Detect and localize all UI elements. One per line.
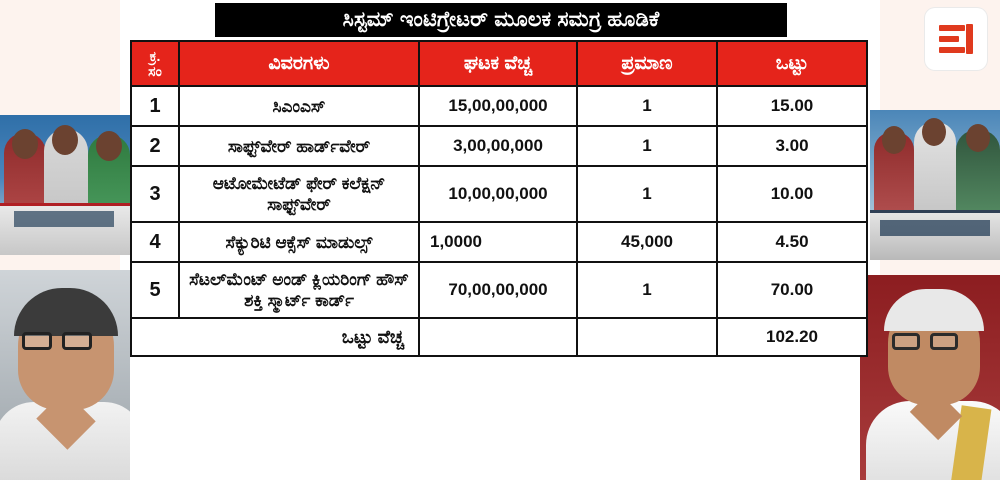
cell-quantity: 1 [577, 166, 717, 222]
investment-breakdown-table [130, 40, 866, 357]
cell-total: 10.00 [717, 166, 867, 222]
photo-chief-minister-right [860, 275, 1000, 480]
total-unit-cost [419, 318, 577, 356]
photo-women-boarding-bus-left [0, 115, 130, 255]
cell-description: ಆಟೋಮೇಟೆಡ್ ಫೇರ್ ಕಲೆಕ್ಷನ್ ಸಾಫ್ಟ್‌ವೇರ್ [179, 166, 419, 222]
total-quantity [577, 318, 717, 356]
cell-serial: 5 [131, 262, 179, 318]
cell-serial: 1 [131, 86, 179, 126]
cell-unit-cost: 70,00,00,000 [419, 262, 577, 318]
cell-unit-cost: 1,0000 [419, 222, 577, 262]
cell-serial: 2 [131, 126, 179, 166]
header-total: ಒಟ್ಟು [717, 41, 867, 86]
cell-quantity: 1 [577, 126, 717, 166]
header-serial-line2: ಸಂ [148, 62, 162, 79]
table-row [131, 222, 867, 262]
cell-total: 3.00 [717, 126, 867, 166]
cell-quantity: 45,000 [577, 222, 717, 262]
cell-total: 4.50 [717, 222, 867, 262]
cell-description: ಸೆಕ್ಯುರಿಟಿ ಆಕ್ಸೆಸ್ ಮಾಡುಲ್ಸ್ [179, 222, 419, 262]
header-serial-line1: ಕ್ರ. [149, 48, 161, 64]
cell-description: ಸೆಟಲ್‌ಮೆಂಟ್ ಅಂಡ್ ಕ್ಲಿಯರಿಂಗ್ ಹೌಸ್ ಶಕ್ತಿ ಸ್ಮಾರ್ಟ್ ಕಾರ್ಡ್ [179, 262, 419, 318]
cell-unit-cost: 3,00,00,000 [419, 126, 577, 166]
table-header-row [131, 41, 867, 86]
cell-quantity: 1 [577, 86, 717, 126]
cell-total: 70.00 [717, 262, 867, 318]
cell-serial: 4 [131, 222, 179, 262]
table-row [131, 86, 867, 126]
headline-banner: ಸಿಸ್ಟಮ್ ಇಂಟಿಗ್ರೇಟರ್ ಮೂಲಕ ಸಮಗ್ರ ಹೂಡಿಕೆ [215, 3, 787, 37]
table-row [131, 262, 867, 318]
header-quantity: ಪ್ರಮಾಣ [577, 41, 717, 86]
table-row [131, 166, 867, 222]
cost-table [130, 40, 868, 357]
total-label: ಒಟ್ಟು ವೆಚ್ಚ [131, 318, 419, 356]
cell-serial: 3 [131, 166, 179, 222]
cell-quantity: 1 [577, 262, 717, 318]
table-row [131, 126, 867, 166]
photo-minister-left [0, 270, 130, 480]
table-total-row [131, 318, 867, 356]
logo-mark-icon [939, 22, 973, 56]
cell-description: ಸಿಎಂಎಸ್ [179, 86, 419, 126]
cell-unit-cost: 10,00,00,000 [419, 166, 577, 222]
photo-women-boarding-bus-right [870, 110, 1000, 260]
header-description: ವಿವರಗಳು [179, 41, 419, 86]
cell-total: 15.00 [717, 86, 867, 126]
header-unit-cost: ಘಟಕ ವೆಚ್ಚ [419, 41, 577, 86]
cell-description: ಸಾಫ್ಟ್‌ವೇರ್ ಹಾರ್ಡ್‌ವೇರ್ [179, 126, 419, 166]
header-serial-number [131, 41, 179, 86]
grand-total: 102.20 [717, 318, 867, 356]
cell-unit-cost: 15,00,00,000 [419, 86, 577, 126]
channel-logo [925, 8, 987, 70]
